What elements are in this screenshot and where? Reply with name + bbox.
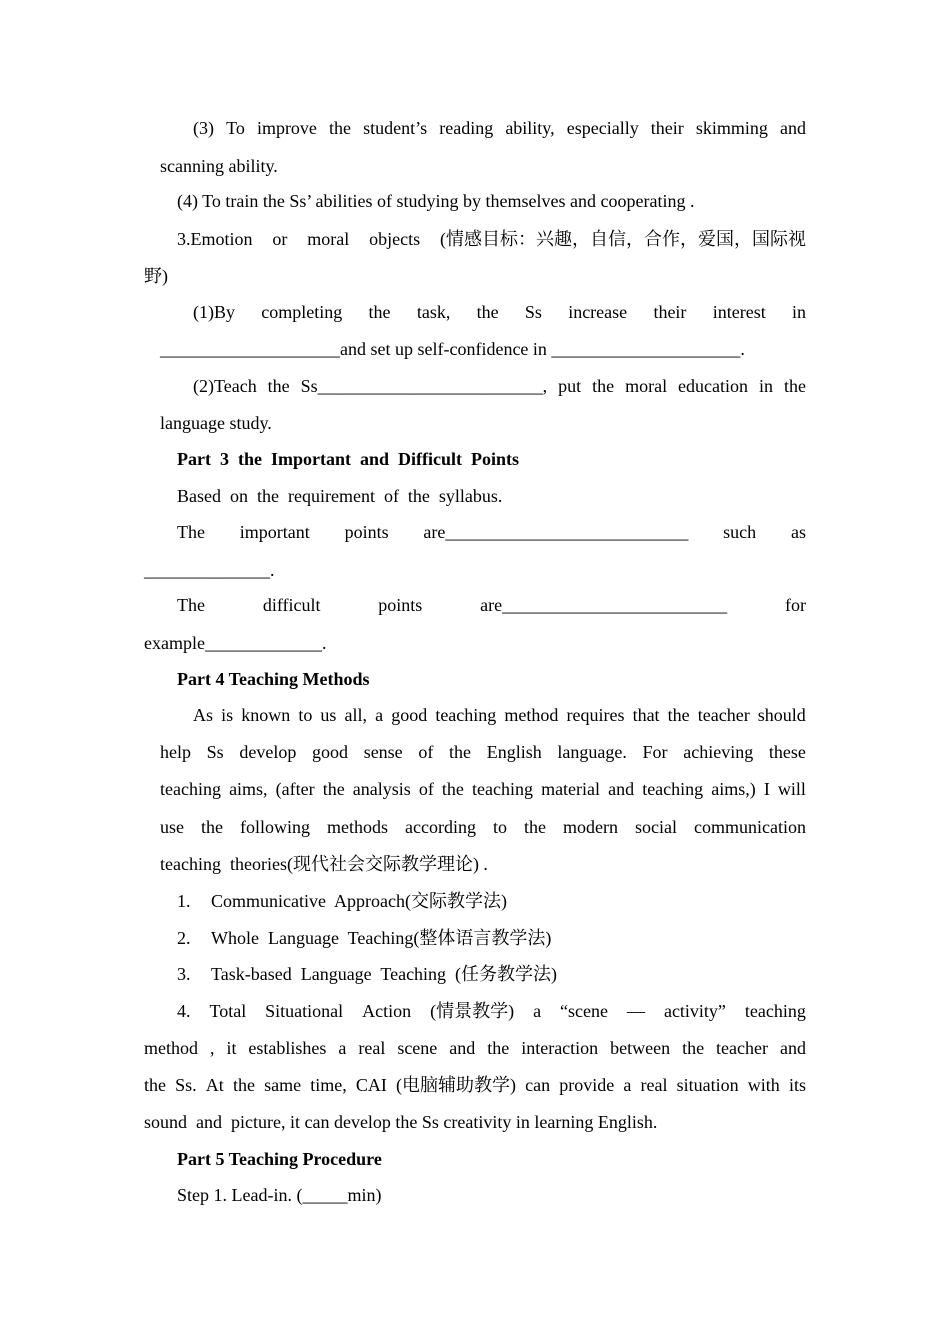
difficult-points-line bbox=[177, 594, 806, 616]
word: 4. bbox=[177, 1001, 191, 1021]
word: teaching bbox=[435, 705, 497, 725]
method-3-number: 3. bbox=[177, 964, 191, 984]
word: English bbox=[486, 742, 542, 762]
objective-3-continuation: scanning ability. bbox=[160, 156, 278, 176]
word: (情景教学) bbox=[430, 1001, 515, 1021]
word: as bbox=[790, 522, 806, 542]
word: “scene bbox=[560, 1001, 609, 1021]
word: the bbox=[322, 779, 345, 799]
word: aims, bbox=[229, 779, 268, 799]
word: the bbox=[592, 376, 615, 396]
important-points-continuation: ______________. bbox=[144, 560, 275, 580]
word: in bbox=[791, 302, 806, 322]
emotion-item-1 bbox=[193, 301, 806, 323]
word: teacher bbox=[697, 705, 750, 725]
word: a bbox=[623, 1075, 632, 1095]
word: the bbox=[523, 817, 546, 837]
word: achieving bbox=[683, 742, 754, 762]
word: At bbox=[205, 1075, 224, 1095]
word: real bbox=[358, 1038, 386, 1058]
word: communication bbox=[693, 817, 806, 837]
word: (电脑辅助教学) bbox=[395, 1075, 516, 1095]
method-1-text: Communicative Approach(交际教学法) bbox=[211, 891, 507, 911]
word: points bbox=[378, 595, 423, 615]
word: situation bbox=[676, 1075, 739, 1095]
emotion-item-2 bbox=[193, 375, 806, 397]
word: Ss_________________________, bbox=[300, 376, 548, 396]
word: the bbox=[682, 1038, 705, 1058]
word: following bbox=[240, 817, 310, 837]
word: education bbox=[678, 376, 749, 396]
word: a bbox=[338, 1038, 347, 1058]
part4-heading: Part 4 Teaching Methods bbox=[177, 669, 370, 689]
word: the bbox=[487, 1038, 510, 1058]
word: skimming bbox=[695, 118, 768, 138]
word: the bbox=[441, 779, 464, 799]
objective-3-line bbox=[193, 117, 806, 139]
word: same bbox=[264, 1075, 302, 1095]
methods-paragraph-line-5: teaching theories(现代社会交际教学理论) . bbox=[160, 854, 488, 874]
word: the bbox=[783, 376, 806, 396]
word: provide bbox=[559, 1075, 615, 1095]
word: Ss. bbox=[175, 1075, 197, 1095]
word: develop bbox=[239, 742, 297, 762]
word: (1)By bbox=[193, 302, 235, 322]
method-4-line-3 bbox=[144, 1074, 806, 1096]
word: (情感目标：兴趣，自信，合作，爱国，国际视 bbox=[440, 229, 806, 249]
word: and bbox=[449, 1038, 476, 1058]
word: the bbox=[667, 705, 690, 725]
part5-heading: Part 5 Teaching Procedure bbox=[177, 1149, 382, 1169]
method-3-text: Task-based Language Teaching (任务教学法) bbox=[211, 964, 558, 984]
word: method bbox=[504, 705, 559, 725]
word: ability, bbox=[505, 118, 555, 138]
word: aims,) bbox=[711, 779, 756, 799]
word: increase bbox=[568, 302, 628, 322]
word: time, bbox=[310, 1075, 347, 1095]
word: the bbox=[476, 302, 499, 322]
word: good bbox=[391, 705, 428, 725]
method-4-line-1 bbox=[177, 1000, 806, 1022]
word: that bbox=[632, 705, 660, 725]
word: task, bbox=[416, 302, 451, 322]
word: or bbox=[272, 229, 288, 249]
word: the bbox=[267, 376, 290, 396]
word: scene bbox=[397, 1038, 438, 1058]
word: are_________________________ bbox=[480, 595, 728, 615]
word: such bbox=[723, 522, 757, 542]
methods-paragraph-line-3 bbox=[160, 778, 806, 800]
word: Total bbox=[209, 1001, 247, 1021]
word: put bbox=[558, 376, 582, 396]
word: between bbox=[610, 1038, 671, 1058]
word: methods bbox=[327, 817, 388, 837]
word: are___________________________ bbox=[423, 522, 689, 542]
word: good bbox=[312, 742, 349, 762]
word: the bbox=[201, 817, 223, 837]
part3-heading: Part 3 the Important and Difficult Points bbox=[177, 449, 519, 469]
word: their bbox=[650, 118, 684, 138]
method-1-number: 1. bbox=[177, 891, 191, 911]
word: activity” bbox=[663, 1001, 726, 1021]
word: use bbox=[160, 817, 184, 837]
word: can bbox=[525, 1075, 551, 1095]
word: The bbox=[177, 522, 205, 542]
word: method bbox=[144, 1038, 198, 1058]
method-2-number: 2. bbox=[177, 928, 191, 948]
word: CAI bbox=[355, 1075, 387, 1095]
word: To bbox=[226, 118, 245, 138]
word: according bbox=[405, 817, 476, 837]
word: material bbox=[541, 779, 601, 799]
word: moral bbox=[625, 376, 668, 396]
word: the bbox=[232, 1075, 255, 1095]
word: its bbox=[788, 1075, 806, 1095]
emotion-objectives-continuation: 野) bbox=[144, 266, 168, 286]
method-2-text: Whole Language Teaching(整体语言教学法) bbox=[211, 928, 552, 948]
word: I bbox=[763, 779, 770, 799]
word: teaching bbox=[472, 779, 533, 799]
word: especially bbox=[566, 118, 639, 138]
step-1-lead-in: Step 1. Lead-in. (_____min) bbox=[177, 1185, 382, 1205]
word: modern bbox=[562, 817, 618, 837]
word: analysis bbox=[352, 779, 411, 799]
methods-paragraph-line-2 bbox=[160, 741, 806, 763]
word: Ss bbox=[206, 742, 224, 762]
word: the bbox=[449, 742, 472, 762]
word: (3) bbox=[193, 118, 214, 138]
word: difficult bbox=[262, 595, 321, 615]
method-4-line-4: sound and picture, it can develop the Ss creativity in learning English. bbox=[144, 1112, 658, 1132]
word: points bbox=[344, 522, 389, 542]
word: help bbox=[160, 742, 191, 762]
word: student’s bbox=[363, 118, 428, 138]
word: will bbox=[777, 779, 806, 799]
word: all, bbox=[344, 705, 368, 725]
word: and bbox=[608, 779, 635, 799]
word: the bbox=[329, 118, 352, 138]
word: these bbox=[768, 742, 806, 762]
word: , bbox=[209, 1038, 215, 1058]
word: for bbox=[784, 595, 806, 615]
word: improve bbox=[256, 118, 317, 138]
important-points-line bbox=[177, 521, 806, 543]
objective-4: (4) To train the Ss’ abilities of studying by themselves and cooperating . bbox=[177, 191, 695, 211]
word: 3.Emotion bbox=[177, 229, 253, 249]
word: Ss bbox=[524, 302, 542, 322]
word: establishes bbox=[248, 1038, 327, 1058]
emotion-item-1-continuation: ____________________and set up self-confidence in _____________________. bbox=[160, 339, 745, 359]
word: — bbox=[626, 1001, 645, 1021]
word: in bbox=[759, 376, 774, 396]
word: known bbox=[241, 705, 291, 725]
word: (after bbox=[275, 779, 315, 799]
word: interest bbox=[712, 302, 766, 322]
word: teaching bbox=[160, 779, 221, 799]
word: important bbox=[239, 522, 310, 542]
word: objects bbox=[369, 229, 421, 249]
word: completing bbox=[261, 302, 343, 322]
word: the bbox=[144, 1075, 166, 1095]
word: teaching bbox=[744, 1001, 806, 1021]
word: As bbox=[193, 705, 214, 725]
word: social bbox=[634, 817, 677, 837]
word: should bbox=[757, 705, 806, 725]
word: sense bbox=[363, 742, 403, 762]
word: it bbox=[226, 1038, 237, 1058]
word: is bbox=[221, 705, 234, 725]
difficult-points-continuation: example_____________. bbox=[144, 633, 327, 653]
word: For bbox=[642, 742, 668, 762]
word: a bbox=[533, 1001, 542, 1021]
word: a bbox=[375, 705, 384, 725]
word: the bbox=[368, 302, 391, 322]
part3-based-on: Based on the requirement of the syllabus. bbox=[177, 486, 503, 506]
word: with bbox=[747, 1075, 780, 1095]
word: and bbox=[779, 1038, 806, 1058]
word: moral bbox=[307, 229, 350, 249]
methods-paragraph-line-4 bbox=[160, 816, 806, 838]
word: (2)Teach bbox=[193, 376, 257, 396]
emotion-objectives-heading bbox=[177, 228, 806, 250]
method-4-line-2 bbox=[144, 1037, 806, 1059]
word: reading bbox=[439, 118, 494, 138]
word: teacher bbox=[716, 1038, 768, 1058]
word: of bbox=[418, 742, 434, 762]
word: of bbox=[418, 779, 434, 799]
word: to bbox=[492, 817, 507, 837]
word: real bbox=[640, 1075, 668, 1095]
word: to bbox=[298, 705, 313, 725]
word: their bbox=[653, 302, 687, 322]
word: and bbox=[780, 118, 806, 138]
word: requires bbox=[566, 705, 625, 725]
word: us bbox=[320, 705, 337, 725]
word: Situational bbox=[265, 1001, 344, 1021]
word: Action bbox=[362, 1001, 412, 1021]
word: language. bbox=[557, 742, 627, 762]
emotion-item-2-continuation: language study. bbox=[160, 413, 272, 433]
word: teaching bbox=[642, 779, 704, 799]
word: The bbox=[177, 595, 205, 615]
methods-paragraph-line-1 bbox=[193, 704, 806, 726]
word: interaction bbox=[521, 1038, 599, 1058]
